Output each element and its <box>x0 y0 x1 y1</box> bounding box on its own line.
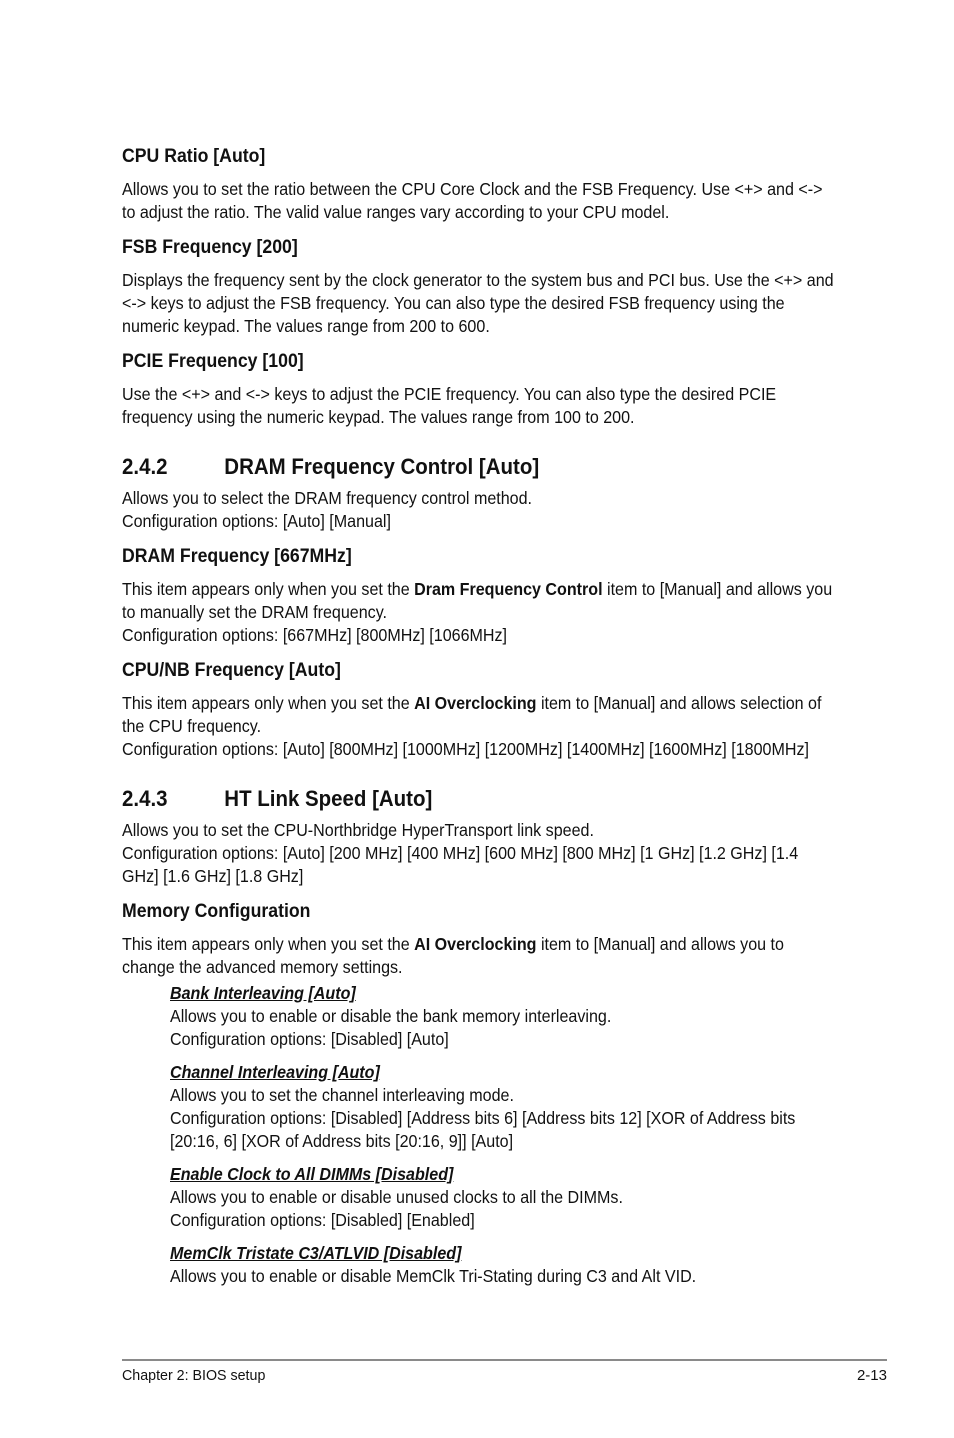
section-title: HT Link Speed [Auto] <box>224 786 433 811</box>
section-2-4-3-line2: Configuration options: [Auto] [200 MHz] [400 MHz] [600 MHz] [800 MHz] [1 GHz] [1.2 GHz] [1.4 GHz] [1.6 GHz] [1.8 GHz] <box>122 843 799 886</box>
memclk-tristate-heading: MemClk Tristate C3/ATLVID [Disabled] <box>170 1243 462 1263</box>
text-run: item to [Manual] and allows you to manually set the DRAM frequency. <box>122 579 833 622</box>
section-number: 2.4.3 <box>122 786 168 811</box>
section-title: DRAM Frequency Control [Auto] <box>224 454 540 479</box>
section-2-4-2-heading <box>122 453 788 481</box>
page-content <box>122 144 838 1288</box>
channel-interleaving-line2: Configuration options: [Disabled] [Address bits 6] [Address bits 12] [XOR of Address bits [20:16, 6] [XOR of Address bits [20:16, 9]] [Auto] <box>170 1108 796 1151</box>
dram-frequency-heading: DRAM Frequency [667MHz] <box>122 546 352 567</box>
dram-frequency-description <box>122 578 838 624</box>
text-run: This item appears only when you set the <box>122 693 415 713</box>
bank-interleaving-heading: Bank Interleaving [Auto] <box>170 983 356 1003</box>
enable-clock-heading: Enable Clock to All DIMMs [Disabled] <box>170 1164 454 1184</box>
footer-divider <box>122 1359 887 1361</box>
bold-term: Dram Frequency Control <box>414 579 603 599</box>
channel-interleaving-heading: Channel Interleaving [Auto] <box>170 1062 380 1082</box>
memory-config-items <box>170 979 838 1288</box>
text-run: item to [Manual] and allows selection of the CPU frequency. <box>122 693 822 736</box>
fsb-frequency-description: Displays the frequency sent by the clock generator to the system bus and PCI bus. Use the <+> and <-> keys to adjust the FSB frequency. You can also type the desired FSB frequency using the numeric keypad. The values range from 200 to 600. <box>122 270 834 336</box>
footer-page-number: 2-13 <box>856 1367 887 1384</box>
bank-interleaving-line2: Configuration options: [Disabled] [Auto] <box>170 1029 449 1049</box>
text-run: This item appears only when you set the <box>122 579 415 599</box>
section-2-4-2-line1: Allows you to select the DRAM frequency control method. <box>122 488 533 508</box>
memory-config-heading: Memory Configuration <box>122 901 311 922</box>
cpu-ratio-heading: CPU Ratio [Auto] <box>122 146 266 167</box>
cpunb-frequency-heading: CPU/NB Frequency [Auto] <box>122 660 341 681</box>
memclk-tristate-line1: Allows you to enable or disable MemClk Tri-Stating during C3 and Alt VID. <box>170 1266 697 1286</box>
bold-term: AI Overclocking <box>414 934 537 954</box>
channel-interleaving-line1: Allows you to set the channel interleaving mode. <box>170 1085 514 1105</box>
section-2-4-2-line2: Configuration options: [Auto] [Manual] <box>122 511 391 531</box>
fsb-frequency-heading: FSB Frequency [200] <box>122 237 298 258</box>
enable-clock-line1: Allows you to enable or disable unused clocks to all the DIMMs. <box>170 1187 623 1207</box>
memory-config-description <box>122 933 838 979</box>
text-run: This item appears only when you set the <box>122 934 415 954</box>
pcie-frequency-heading: PCIE Frequency [100] <box>122 351 304 372</box>
enable-clock-line2: Configuration options: [Disabled] [Enabled] <box>170 1210 475 1230</box>
cpu-ratio-description: Allows you to set the ratio between the CPU Core Clock and the FSB Frequency. Use <+> and <-> to adjust the ratio. The valid value ranges vary according to your CPU model. <box>122 179 823 222</box>
bold-term: AI Overclocking <box>414 693 537 713</box>
cpunb-frequency-description <box>122 692 838 738</box>
bank-interleaving-line1: Allows you to enable or disable the bank memory interleaving. <box>170 1006 612 1026</box>
text-run: item to [Manual] and allows you to change the advanced memory settings. <box>122 934 784 977</box>
pcie-frequency-description: Use the <+> and <-> keys to adjust the PCIE frequency. You can also type the desired PCIE frequency using the numeric keypad. The values range from 100 to 200. <box>122 384 777 427</box>
section-2-4-3-heading <box>122 785 788 813</box>
dram-frequency-options: Configuration options: [667MHz] [800MHz] [1066MHz] <box>122 625 508 645</box>
footer-chapter: Chapter 2: BIOS setup <box>122 1367 266 1384</box>
cpunb-frequency-options: Configuration options: [Auto] [800MHz] [1000MHz] [1200MHz] [1400MHz] [1600MHz] [1800MHz] <box>122 739 809 759</box>
section-2-4-3-line1: Allows you to set the CPU-Northbridge HyperTransport link speed. <box>122 820 594 840</box>
section-number: 2.4.2 <box>122 454 168 479</box>
